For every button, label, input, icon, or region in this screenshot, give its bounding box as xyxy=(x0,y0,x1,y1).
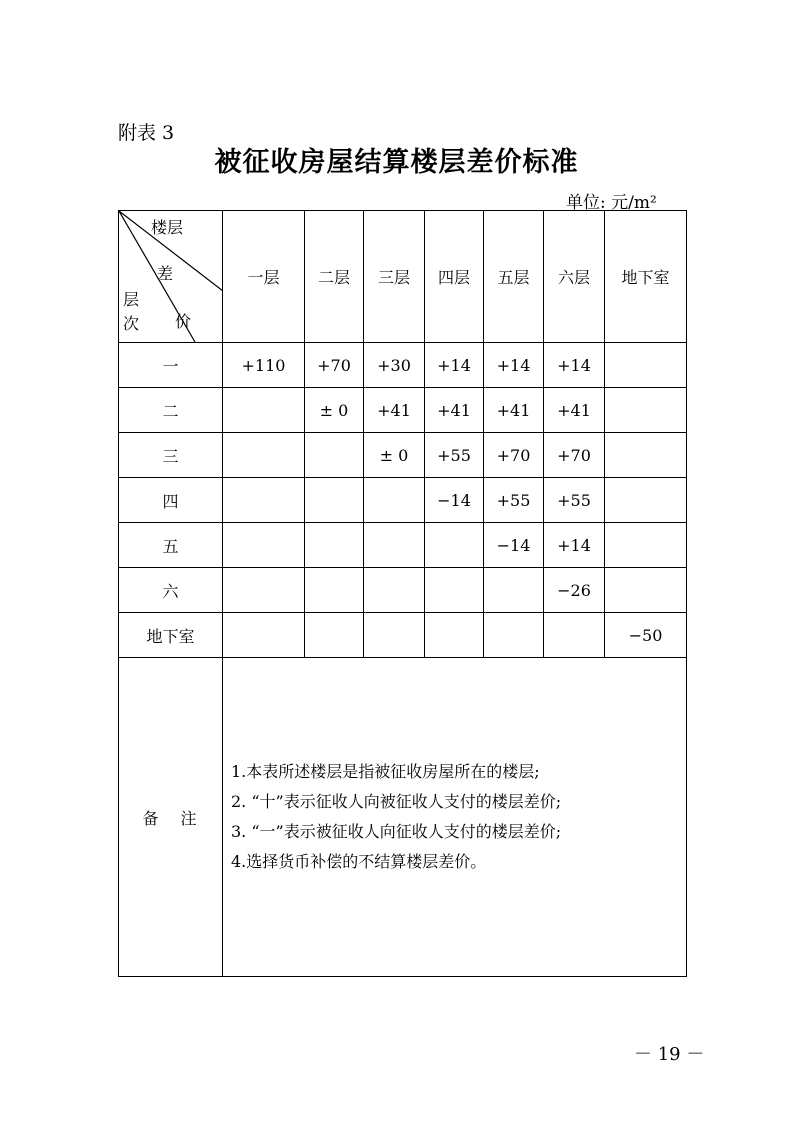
table-cell: +41 xyxy=(484,388,544,433)
remark-item: 2. “十”表示征收人向被征收人支付的楼层差价; xyxy=(231,792,562,811)
table-cell: −50 xyxy=(605,613,687,658)
table-cell xyxy=(223,388,305,433)
table-cell: −14 xyxy=(484,523,544,568)
table-cell: +14 xyxy=(544,523,605,568)
table-cell xyxy=(223,523,305,568)
table-row xyxy=(119,478,687,523)
table-cell xyxy=(425,523,484,568)
table-cell xyxy=(364,523,425,568)
table-cell: +55 xyxy=(544,478,605,523)
corner-label-floor: 楼层 xyxy=(151,218,184,237)
page-title: 被征收房屋结算楼层差价标准 xyxy=(214,147,579,178)
table-cell xyxy=(605,568,687,613)
column-header: 地下室 xyxy=(605,211,687,343)
table-cell: +70 xyxy=(305,343,364,388)
table-cell: −14 xyxy=(425,478,484,523)
table-cell: +70 xyxy=(484,433,544,478)
table-cell xyxy=(484,613,544,658)
table-cell: +41 xyxy=(364,388,425,433)
table-cell xyxy=(364,568,425,613)
table-cell xyxy=(305,433,364,478)
table-cell: +30 xyxy=(364,343,425,388)
table-cell xyxy=(305,478,364,523)
corner-header-cell xyxy=(119,211,223,343)
table-row xyxy=(119,613,687,658)
table-cell: +70 xyxy=(544,433,605,478)
table-cell: +41 xyxy=(544,388,605,433)
table-cell: −26 xyxy=(544,568,605,613)
column-header: 一层 xyxy=(223,211,305,343)
table-cell xyxy=(544,613,605,658)
table-row xyxy=(119,568,687,613)
table-cell: +55 xyxy=(484,478,544,523)
table-row xyxy=(119,388,687,433)
column-header: 三层 xyxy=(364,211,425,343)
remark-item: 1.本表所述楼层是指被征收房屋所在的楼层; xyxy=(231,762,540,781)
row-label: 五 xyxy=(119,523,223,568)
header-row xyxy=(119,211,687,343)
table-cell: +110 xyxy=(223,343,305,388)
table-cell xyxy=(605,388,687,433)
corner-label-level-1: 层 xyxy=(123,290,140,309)
table-cell xyxy=(364,613,425,658)
column-header: 五层 xyxy=(484,211,544,343)
table-cell xyxy=(484,568,544,613)
remarks-label: 备注 xyxy=(119,658,223,977)
table-cell: +14 xyxy=(425,343,484,388)
corner-label-level-2: 次 xyxy=(123,314,140,333)
table-cell xyxy=(223,613,305,658)
table-row xyxy=(119,433,687,478)
table-cell: +55 xyxy=(425,433,484,478)
table-cell xyxy=(605,478,687,523)
table-cell: +41 xyxy=(425,388,484,433)
corner-label-diff-2: 价 xyxy=(175,312,192,331)
unit-label: 单位: 元/m² xyxy=(566,193,657,213)
table-cell xyxy=(223,568,305,613)
table-cell xyxy=(364,478,425,523)
table-cell xyxy=(305,613,364,658)
row-label: 六 xyxy=(119,568,223,613)
remark-item: 3. “一”表示被征收人向征收人支付的楼层差价; xyxy=(231,822,562,841)
remarks-row xyxy=(119,658,687,977)
table-cell xyxy=(605,343,687,388)
remarks-cell xyxy=(223,658,687,977)
table-cell: +14 xyxy=(484,343,544,388)
table-cell: +14 xyxy=(544,343,605,388)
floor-price-table xyxy=(118,210,687,977)
table-cell xyxy=(223,433,305,478)
table-cell xyxy=(605,523,687,568)
remark-item: 4.选择货币补偿的不结算楼层差价。 xyxy=(231,852,487,871)
row-label: 二 xyxy=(119,388,223,433)
column-header: 六层 xyxy=(544,211,605,343)
corner-label-diff-1: 差 xyxy=(157,264,174,283)
appendix-label: 附表 3 xyxy=(118,122,175,144)
page-number: － 19 － xyxy=(634,1044,705,1065)
row-label: 地下室 xyxy=(119,613,223,658)
table-cell xyxy=(305,523,364,568)
table-row xyxy=(119,523,687,568)
row-label: 四 xyxy=(119,478,223,523)
table-row xyxy=(119,343,687,388)
table-cell: ± 0 xyxy=(305,388,364,433)
column-header: 四层 xyxy=(425,211,484,343)
table-cell xyxy=(605,433,687,478)
table-cell xyxy=(305,568,364,613)
row-label: 三 xyxy=(119,433,223,478)
column-header: 二层 xyxy=(305,211,364,343)
table-cell: ± 0 xyxy=(364,433,425,478)
table-cell xyxy=(425,568,484,613)
table-cell xyxy=(425,613,484,658)
row-label: 一 xyxy=(119,343,223,388)
table-cell xyxy=(223,478,305,523)
